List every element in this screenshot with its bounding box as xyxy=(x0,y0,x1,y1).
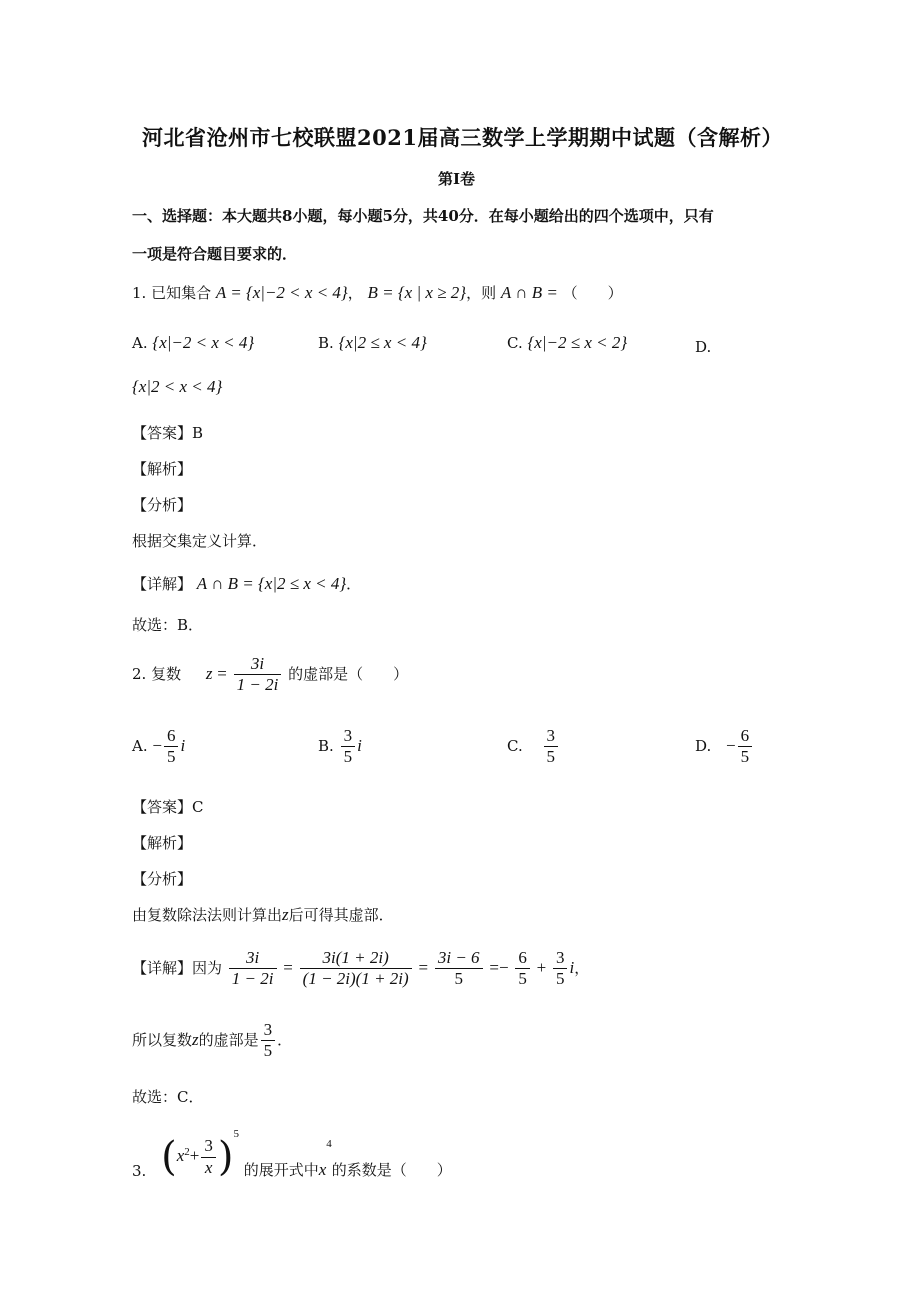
q1-answer xyxy=(132,422,203,443)
answer-paren: （ ） xyxy=(562,284,623,302)
text: 由复数除法法则计算出 xyxy=(132,906,283,924)
var-x: x xyxy=(318,1160,327,1179)
fraction xyxy=(341,726,356,768)
option-label: C. xyxy=(507,736,523,755)
fraction xyxy=(300,948,412,990)
option-label: A. xyxy=(132,736,148,755)
q2-jiexi: 【解析】 xyxy=(132,834,193,852)
option-value: {x|2 < x < 4} xyxy=(132,377,223,396)
denominator: 5 xyxy=(546,747,555,767)
q1-fenxi: 【分析】 xyxy=(132,496,193,514)
xiangjie-tag: 【详解】因为 xyxy=(132,958,223,977)
answer-value: B xyxy=(192,424,204,442)
question-lead: 已知集合 xyxy=(151,284,212,302)
equals: = xyxy=(418,957,429,977)
period: ． xyxy=(277,1030,293,1049)
numerator: 3i(1 + 2i) xyxy=(300,948,412,969)
q2-option-a xyxy=(132,726,185,768)
intro-line-2: 一项是符合题目要求的． xyxy=(132,245,298,263)
var-z: z xyxy=(192,1029,199,1049)
exponent: 2 xyxy=(184,1146,190,1158)
plus: + xyxy=(189,1146,200,1165)
plus: + xyxy=(536,957,547,977)
fraction xyxy=(229,948,277,990)
left-paren: ( xyxy=(161,1134,177,1180)
imag-unit: i xyxy=(357,735,362,755)
sign: − xyxy=(152,735,162,755)
numerator: 3 xyxy=(544,726,559,747)
denominator: 5 xyxy=(343,747,353,767)
option-label: B. xyxy=(318,334,334,352)
intro-line-1: 一、选择题：本大题共8小题，每小题5分，共40分．在每小题给出的四个选项中，只有 xyxy=(132,207,714,225)
fraction xyxy=(201,1136,216,1178)
set-b: B = {x | x ≥ 2} xyxy=(367,283,467,302)
imag-unit: i xyxy=(180,735,186,755)
q1-option-b xyxy=(318,333,427,353)
text: 的展开式中 xyxy=(243,1161,319,1179)
fraction xyxy=(435,948,483,990)
question-number: 1. xyxy=(132,284,147,302)
numerator: 3 xyxy=(261,1020,276,1041)
numerator: 3i − 6 xyxy=(435,948,483,969)
var-z: z xyxy=(205,663,213,683)
q2-option-d xyxy=(695,726,754,768)
text: 后可得其虚部． xyxy=(288,906,394,924)
xiangjie-tag: 【详解】 xyxy=(132,575,193,593)
answer-tag: 【答案】 xyxy=(132,424,193,442)
fraction xyxy=(261,1020,276,1062)
exponent: 4 xyxy=(326,1138,332,1150)
denominator: 1 − 2i xyxy=(236,675,279,695)
period: ． xyxy=(346,575,362,593)
denominator: 5 xyxy=(166,747,176,767)
denominator: 5 xyxy=(555,969,565,989)
right-paren: ) xyxy=(217,1134,234,1180)
fraction xyxy=(234,654,282,696)
q2-fenxi-text xyxy=(132,904,394,925)
numerator: 6 xyxy=(738,726,753,747)
q1-fenxi-text: 根据交集定义计算． xyxy=(132,532,268,550)
question-1-stem xyxy=(132,282,623,303)
text: 的虚部是 xyxy=(198,1030,259,1049)
fraction xyxy=(544,726,559,768)
set-a: A = {x|−2 < x < 4} xyxy=(215,283,348,302)
q2-xiangjie xyxy=(132,948,589,990)
numerator: 3 xyxy=(553,948,568,969)
numerator: 3i xyxy=(229,948,277,969)
sign: − xyxy=(726,735,736,755)
var-x: x xyxy=(176,1146,185,1165)
equals: = xyxy=(217,663,227,683)
question-then: ，则 xyxy=(466,284,497,302)
option-label: C. xyxy=(507,334,523,352)
q1-xiangjie xyxy=(132,573,361,594)
q2-conclusion xyxy=(132,1020,292,1062)
q2-option-b xyxy=(318,726,362,768)
xiangjie-math: A ∩ B = {x|2 ≤ x < 4} xyxy=(196,574,347,593)
comma: ， xyxy=(347,284,363,302)
equals: = xyxy=(489,957,499,977)
numerator: 6 xyxy=(164,726,179,747)
denominator: 5 xyxy=(454,969,463,989)
fraction xyxy=(515,948,530,990)
question-number: 3. xyxy=(132,1162,147,1180)
denominator: (1 − 2i)(1 + 2i) xyxy=(302,969,409,989)
page-title: 河北省沧州市七校联盟2021届高三数学上学期期中试题（含解析） xyxy=(142,125,783,150)
section-heading: 第I卷 xyxy=(438,170,476,188)
question-number: 2. xyxy=(132,664,147,683)
q1-option-d-label: D. xyxy=(695,338,712,356)
q1-option-d xyxy=(132,377,222,397)
q2-option-c xyxy=(507,726,560,768)
q1-jiexi: 【解析】 xyxy=(132,460,193,478)
option-value: {x|−2 < x < 4} xyxy=(152,333,255,352)
numerator: 3 xyxy=(341,726,356,747)
option-value: {x|2 ≤ x < 4} xyxy=(338,333,427,352)
q1-option-a xyxy=(132,333,254,353)
numerator: 3 xyxy=(201,1136,216,1157)
equals: = xyxy=(283,957,293,977)
denominator: x xyxy=(204,1157,213,1177)
q2-choose: 故选：C． xyxy=(132,1088,204,1106)
answer-value: C xyxy=(192,798,204,816)
answer-tag: 【答案】 xyxy=(132,798,193,816)
exponent: 5 xyxy=(233,1128,239,1140)
imag-unit: i xyxy=(569,957,575,977)
option-label: D. xyxy=(695,736,712,755)
comma: ， xyxy=(574,958,590,977)
question-3-stem xyxy=(132,1128,452,1180)
fraction xyxy=(553,948,568,990)
numerator: 3i xyxy=(234,654,282,675)
q1-option-c xyxy=(507,333,627,353)
var-z: z xyxy=(282,905,289,924)
text: 所以复数 xyxy=(132,1030,193,1049)
intersection: A ∩ B = xyxy=(500,283,558,302)
denominator: 5 xyxy=(263,1041,273,1061)
option-label: A. xyxy=(132,334,148,352)
fraction xyxy=(164,726,179,768)
question-tail: 的系数是（ ） xyxy=(331,1161,452,1179)
question-2-stem xyxy=(132,654,408,696)
q2-fenxi: 【分析】 xyxy=(132,870,193,888)
numerator: 6 xyxy=(515,948,530,969)
denominator: 1 − 2i xyxy=(231,969,274,989)
q2-answer xyxy=(132,796,204,817)
denominator: 5 xyxy=(518,969,527,989)
fraction xyxy=(738,726,753,768)
option-value: {x|−2 ≤ x < 2} xyxy=(527,333,628,352)
denominator: 5 xyxy=(740,747,750,767)
minus: − xyxy=(498,957,509,977)
q1-choose: 故选：B． xyxy=(132,616,204,634)
question-lead: 复数 xyxy=(151,664,182,683)
question-tail: 的虚部是（ ） xyxy=(288,664,409,683)
option-label: B. xyxy=(318,736,334,755)
